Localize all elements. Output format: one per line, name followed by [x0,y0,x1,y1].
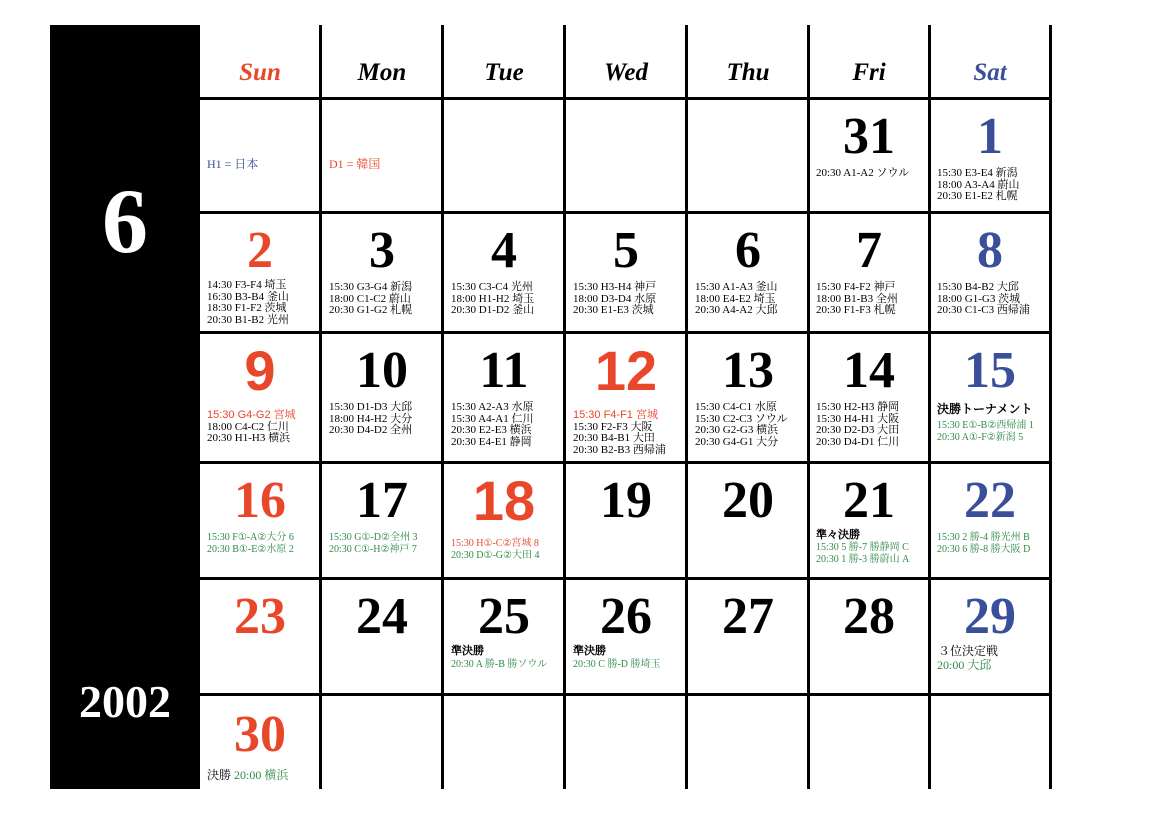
day-number: 19 [600,472,652,529]
match-line: 16:30 B3-B4 釜山 [207,290,289,303]
match-line: 20:30 D4-D1 仁川 [816,435,900,448]
match-line: 20:00 大邱 [937,658,992,672]
match-list [695,402,808,448]
match-list [573,282,686,317]
day-header-tue: Tue [484,59,524,86]
day-cell-10 [322,334,442,461]
match-line: 18:00 C4-C2 仁川 [207,420,289,433]
match-line: 15:30 F①-A②大分 6 [207,532,294,543]
match-list [573,410,686,456]
day-number: 13 [722,342,774,399]
day-cell-6 [688,214,808,328]
match-list [816,542,929,565]
match-line: 15:30 5 勝-7 勝静岡 C [816,542,909,553]
match-list [816,402,929,448]
match-line: 20:30 G2-G3 横浜 [695,424,779,436]
match-line: 15:30 2 勝-4 勝光州 B [937,532,1030,543]
match-list [207,280,320,326]
match-line: 15:30 G①-D②全州 3 [329,532,418,543]
match-line: 20:30 C①-H②神戸 7 [329,543,417,555]
match-line: 20:30 C1-C3 西帰浦 [937,304,1030,316]
day-cell-18 [444,464,564,578]
day-cell-27 [688,580,808,694]
match-line: 15:30 H①-C②宮城 8 [451,538,539,549]
match-line: 15:30 H3-H4 神戸 [573,281,657,293]
match-line: 15:30 F4-F1 宮城 [573,409,658,421]
day-number: 26 [600,588,652,645]
day-cell-14 [809,334,929,461]
stage-label: ３位決定戦 [938,644,999,658]
match-line: 20:30 B1-B2 光州 [207,313,289,326]
day-header-fri: Fri [852,59,886,86]
match-line: 20:30 H1-H3 横浜 [207,432,291,444]
match-line: 20:30 A 勝-B 勝ソウル [451,659,548,670]
day-number: 3 [369,222,395,279]
match-line: 20:00 横浜 [234,768,289,782]
day-header-thu: Thu [726,59,770,86]
day-cell-3 [322,214,442,328]
match-line: 15:30 H4-H1 大阪 [816,412,900,425]
final-match [207,766,288,783]
day-cell-24 [322,580,442,694]
day-cell-15 [930,334,1050,461]
match-list [207,532,320,555]
day-cell-4 [444,214,564,328]
day-cell-8 [930,214,1050,328]
day-header-sun: Sun [239,59,281,86]
day-number: 10 [356,342,408,399]
match-line: 20:30 E1-E2 札幌 [937,190,1018,202]
day-cell-1 [930,100,1050,214]
match-list [451,282,564,317]
day-cell-23 [200,580,320,694]
day-number: 1 [977,108,1003,165]
match-line: 15:30 C2-C3 ソウル [695,412,788,425]
day-cell-empty [322,100,442,214]
match-line: 20:30 G4-G1 大分 [695,435,779,448]
day-number: 23 [234,588,286,645]
day-cell-17 [322,464,442,578]
day-number: 18 [472,469,536,532]
day-cell-31 [809,100,929,214]
day-number: 15 [964,342,1016,399]
match-line: 15:30 B4-B2 大邱 [937,281,1019,293]
match-list [329,532,442,555]
day-number: 14 [843,342,895,399]
match-line: 15:30 A1-A3 釜山 [695,281,778,293]
note-h1: H1 = 日本 [207,157,259,171]
match-line: 15:30 F2-F3 大阪 [573,420,653,433]
match-line: 15:30 E3-E4 新潟 [937,167,1018,179]
day-cell-empty [200,100,320,214]
match-line: 20:30 1 勝-3 勝蔚山 A [816,553,910,565]
day-cell-13 [688,334,808,461]
match-line: 20:30 D4-D2 全州 [329,424,413,436]
day-number: 30 [234,706,286,763]
day-number: 20 [722,472,774,529]
day-cell-20 [688,464,808,578]
day-cell-16 [200,464,320,578]
match-list [451,659,564,671]
match-line: 20:30 D2-D3 大田 [816,424,900,436]
day-cell-29 [930,580,1050,694]
day-number: 22 [964,472,1016,529]
day-header-sat: Sat [973,59,1007,86]
match-line: 20:30 C 勝-D 勝埼玉 [573,659,661,670]
day-number: 24 [356,588,408,645]
day-cell-5 [566,214,686,328]
match-line: 15:30 G4-G2 宮城 [207,409,296,421]
stage-label: 準決勝 [451,645,484,657]
match-line: 15:30 E①-B②西帰浦 1 [937,420,1034,431]
day-number: 25 [478,588,530,645]
day-number: 6 [735,222,761,279]
match-line: 20:30 F1-F3 札幌 [816,304,896,316]
match-line: 18:00 B1-B3 全州 [816,292,898,305]
match-line: 18:00 A3-A4 蔚山 [937,178,1020,191]
stage-label: 決勝トーナメント [937,402,1033,416]
match-line: 20:30 E4-E1 静岡 [451,435,532,448]
day-number: 11 [479,342,529,399]
day-number: 7 [856,222,882,279]
day-cell-26 [566,580,686,694]
match-line: 15:30 F4-F2 神戸 [816,281,896,293]
year-label: 2002 [79,676,171,727]
match-line: 20:30 B4-B1 大田 [573,432,655,444]
day-number: 4 [491,222,517,279]
match-line: 18:30 F1-F2 茨城 [207,302,287,314]
match-line: 18:00 H4-H2 大分 [329,412,413,425]
day-cell-22 [930,464,1050,578]
day-cell-25 [444,580,564,694]
day-number: 21 [843,472,895,529]
match-line: 15:30 D1-D3 大邱 [329,401,413,413]
match-line: 15:30 A4-A1 仁川 [451,412,534,425]
note-d1: D1 = 韓国 [329,157,381,171]
match-line: 15:30 G3-G4 新潟 [329,281,413,293]
day-cell-19 [566,464,686,578]
day-number: 17 [356,472,408,529]
match-list [937,420,1050,443]
match-list [451,538,564,561]
match-line: 20:30 B①-E②水原 2 [207,543,294,555]
day-cell-2 [200,214,320,331]
day-number: 31 [843,108,895,165]
day-number: 5 [613,222,639,279]
month-sidebar [50,25,200,789]
match-line: 20:30 E2-E3 横浜 [451,424,532,436]
match-list [329,282,442,317]
stage-label: 決勝 [207,768,232,782]
match-list [816,282,929,317]
match-line: 20:30 A①-F②新潟 5 [937,431,1024,443]
match-line: 20:30 B2-B3 西帰浦 [573,443,666,456]
day-cell-12 [566,334,686,461]
day-number: 9 [244,339,276,402]
day-header-wed: Wed [604,59,648,86]
match-list [451,402,564,448]
match-line: 14:30 F3-F4 埼玉 [207,279,287,291]
calendar-grid [200,25,1052,789]
day-cell-21 [809,464,929,578]
match-line: 18:00 E4-E2 埼玉 [695,292,776,305]
match-line: 20:30 D1-D2 釜山 [451,304,535,316]
day-cell-7 [809,214,929,328]
match-line: 20:30 G1-G2 札幌 [329,304,413,316]
day-number: 8 [977,222,1003,279]
match-line: 15:30 C3-C4 光州 [451,281,533,293]
day-cell-11 [444,334,564,461]
match-list [329,402,442,437]
match-list [816,168,929,180]
day-header-mon: Mon [357,59,407,86]
match-line: 15:30 H2-H3 静岡 [816,401,900,413]
stage-label: 準決勝 [573,645,606,657]
match-line: 18:00 H1-H2 埼玉 [451,292,535,305]
day-cell-30 [200,696,320,789]
match-line: 18:00 C1-C2 蔚山 [329,292,411,305]
day-cell-9 [200,334,320,461]
day-number: 16 [234,472,286,529]
match-list [695,282,808,317]
match-line: 20:30 D①-G②大田 4 [451,549,540,561]
match-line: 20:30 A4-A2 大邱 [695,304,778,316]
match-list [573,659,686,671]
day-cell-28 [809,580,929,694]
match-list [207,410,320,445]
day-number: 2 [247,222,273,279]
day-number: 28 [843,588,895,645]
month-number: 6 [102,170,148,272]
match-line: 20:30 E1-E3 茨城 [573,304,654,316]
match-line: 18:00 D3-D4 水原 [573,292,657,305]
day-number: 12 [594,339,658,402]
match-list [937,660,1050,672]
match-list [937,282,1050,317]
match-list [937,168,1050,203]
day-number: 29 [964,588,1016,645]
day-number: 27 [722,588,774,645]
stage-label: 準々決勝 [816,529,860,541]
match-line: 20:30 A1-A2 ソウル [816,167,910,179]
match-line: 18:00 G1-G3 茨城 [937,292,1021,305]
match-line: 20:30 6 勝-8 勝大阪 D [937,543,1031,555]
match-line: 15:30 C4-C1 水原 [695,401,777,413]
match-line: 15:30 A2-A3 水原 [451,401,534,413]
match-list [937,532,1050,555]
